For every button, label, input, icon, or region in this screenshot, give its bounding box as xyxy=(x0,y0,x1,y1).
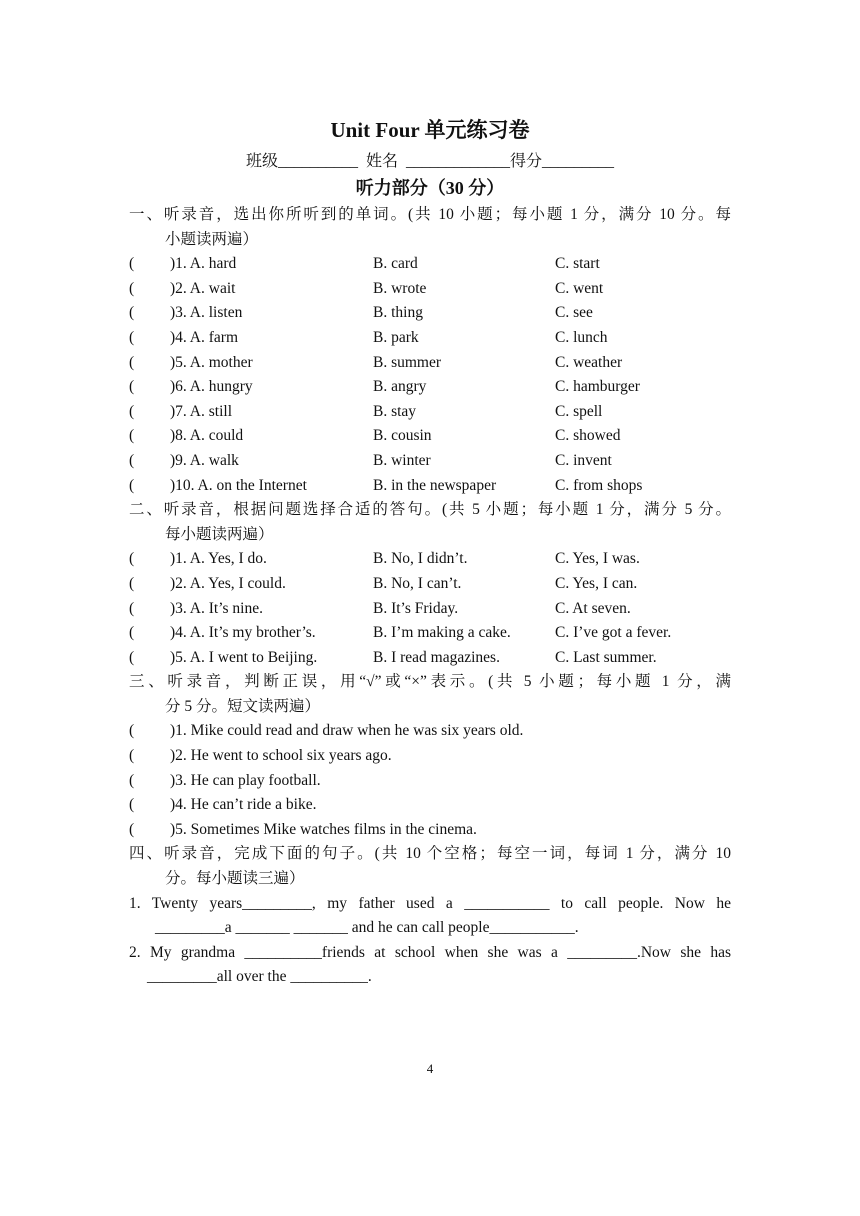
section1-heading-line2: 小题读两遍） xyxy=(165,230,259,248)
question-row xyxy=(129,646,731,671)
statement-row xyxy=(129,719,731,744)
answer-paren: ( xyxy=(129,427,135,445)
section1-heading-line1: 一、听录音，选出你所听到的单词。(共 10 小题；每小题 1 分，满分 10 分。每 xyxy=(129,206,731,223)
answer-paren: ( xyxy=(129,279,135,297)
section2-heading-line1: 二、听录音，根据问题选择合适的答句。(共 5 小题；每小题 1 分，满分 5 分。 xyxy=(129,501,731,519)
question-row xyxy=(129,424,731,449)
option-b: B. I’m making a cake. xyxy=(373,624,511,642)
option-b: B. summer xyxy=(373,353,442,371)
answer-paren: ( xyxy=(129,402,135,420)
option-a: )7. A. still xyxy=(170,402,233,420)
question-row xyxy=(129,375,731,400)
section1-heading xyxy=(129,203,731,252)
option-a: )5. A. I went to Beijing. xyxy=(170,648,318,666)
statement-text: )4. He can’t ride a bike. xyxy=(170,796,317,814)
fill-blank-question-2 xyxy=(129,941,731,990)
part-title: 听力部分（30 分） xyxy=(355,178,505,198)
page-number: 4 xyxy=(426,1061,434,1076)
option-a: )9. A. walk xyxy=(170,451,239,469)
statement-row xyxy=(129,818,731,843)
answer-paren: ( xyxy=(129,550,135,568)
answer-paren: ( xyxy=(129,771,135,789)
option-a: )8. A. could xyxy=(170,427,244,445)
student-info-line: 班级__________ 姓名 _____________得分_________ xyxy=(245,153,614,170)
statement-row xyxy=(129,793,731,818)
option-a: )5. A. mother xyxy=(170,353,253,371)
option-a: )4. A. It’s my brother’s. xyxy=(170,624,316,642)
option-c: C. Last summer. xyxy=(555,648,657,666)
page-title: Unit Four 单元练习卷 xyxy=(330,118,530,142)
option-c: C. Yes, I was. xyxy=(555,550,640,568)
option-c: C. invent xyxy=(555,451,612,469)
answer-paren: ( xyxy=(129,722,135,740)
option-c: C. I’ve got a fever. xyxy=(555,624,672,642)
option-b: B. winter xyxy=(373,451,431,469)
answer-paren: ( xyxy=(129,574,135,592)
statement-row xyxy=(129,769,731,794)
option-b: B. wrote xyxy=(373,279,427,297)
option-a: )2. A. wait xyxy=(170,279,236,297)
option-c: C. Yes, I can. xyxy=(555,574,638,592)
option-a: )4. A. farm xyxy=(170,328,239,346)
answer-paren: ( xyxy=(129,624,135,642)
answer-paren: ( xyxy=(129,451,135,469)
option-c: C. see xyxy=(555,304,593,322)
option-b: B. thing xyxy=(373,304,423,322)
option-b: B. in the newspaper xyxy=(373,476,497,494)
question-row xyxy=(129,449,731,474)
option-b: B. park xyxy=(373,328,419,346)
statement-text: )1. Mike could read and draw when he was six years old. xyxy=(170,722,524,740)
fill-blank-q2-line1: 2. My grandma __________friends at school when she was a _________.Now she has xyxy=(129,943,731,961)
option-c: C. weather xyxy=(555,353,623,371)
worksheet-content xyxy=(129,203,731,990)
answer-paren: ( xyxy=(129,476,135,494)
statement-text: )2. He went to school six years ago. xyxy=(170,747,392,765)
statement-row xyxy=(129,744,731,769)
option-c: C. hamburger xyxy=(555,378,640,396)
question-row xyxy=(129,252,731,277)
section2-heading-line2: 每小题读两遍） xyxy=(165,525,274,543)
option-a: )6. A. hungry xyxy=(170,378,253,396)
answer-paren: ( xyxy=(129,599,135,617)
answer-paren: ( xyxy=(129,255,135,273)
answer-paren: ( xyxy=(129,378,135,396)
option-c: C. went xyxy=(555,279,604,297)
option-a: )3. A. listen xyxy=(170,304,243,322)
option-a: )3. A. It’s nine. xyxy=(170,599,263,617)
answer-paren: ( xyxy=(129,820,135,838)
answer-paren: ( xyxy=(129,796,135,814)
question-row xyxy=(129,301,731,326)
answer-paren: ( xyxy=(129,747,135,765)
option-b: B. I read magazines. xyxy=(373,648,500,666)
answer-paren: ( xyxy=(129,353,135,371)
answer-paren: ( xyxy=(129,648,135,666)
option-b: B. No, I didn’t. xyxy=(373,550,468,568)
option-b: B. stay xyxy=(373,402,417,420)
option-b: B. cousin xyxy=(373,427,432,445)
question-row xyxy=(129,597,731,622)
section3-heading-line1: 三、听录音，判断正误，用“√”或“×”表示。(共 5 小题；每小题 1 分，满 xyxy=(129,673,731,691)
option-a: )10. A. on the Internet xyxy=(170,476,307,494)
question-row xyxy=(129,400,731,425)
statement-text: )5. Sometimes Mike watches films in the cinema. xyxy=(170,820,477,838)
statement-text: )3. He can play football. xyxy=(170,771,321,789)
option-c: C. showed xyxy=(555,427,621,445)
question-row xyxy=(129,277,731,302)
option-c: C. lunch xyxy=(555,328,608,346)
answer-paren: ( xyxy=(129,328,135,346)
section3-heading xyxy=(129,670,731,719)
fill-blank-q1-line2: _________a _______ _______ and he can call people___________. xyxy=(155,919,579,937)
fill-blank-q1-line1: 1. Twenty years_________, my father used a ___________ to call people. Now he xyxy=(129,894,731,912)
section4-heading-line2: 分。每小题读三遍） xyxy=(165,870,305,888)
option-b: B. No, I can’t. xyxy=(373,574,462,592)
option-a: )1. A. Yes, I do. xyxy=(170,550,267,568)
section2-heading xyxy=(129,498,731,547)
question-row xyxy=(129,351,731,376)
option-c: C. spell xyxy=(555,402,603,420)
section3-heading-line2: 分 5 分。短文读两遍） xyxy=(165,697,321,715)
question-row xyxy=(129,326,731,351)
option-c: C. start xyxy=(555,255,600,273)
answer-paren: ( xyxy=(129,304,135,322)
question-row xyxy=(129,621,731,646)
section4-heading-line1: 四、听录音，完成下面的句子。(共 10 个空格；每空一词，每词 1 分，满分 10 xyxy=(129,845,731,863)
option-a: )2. A. Yes, I could. xyxy=(170,574,286,592)
option-b: B. angry xyxy=(373,378,427,396)
option-a: )1. A. hard xyxy=(170,255,237,273)
option-c: C. from shops xyxy=(555,476,643,494)
option-c: C. At seven. xyxy=(555,599,631,617)
fill-blank-q2-line2: _________all over the __________. xyxy=(147,968,372,986)
question-row xyxy=(129,547,731,572)
section4-heading xyxy=(129,842,731,891)
question-row xyxy=(129,572,731,597)
option-b: B. card xyxy=(373,255,418,273)
option-b: B. It’s Friday. xyxy=(373,599,459,617)
question-row xyxy=(129,474,731,499)
fill-blank-question-1 xyxy=(129,892,731,941)
